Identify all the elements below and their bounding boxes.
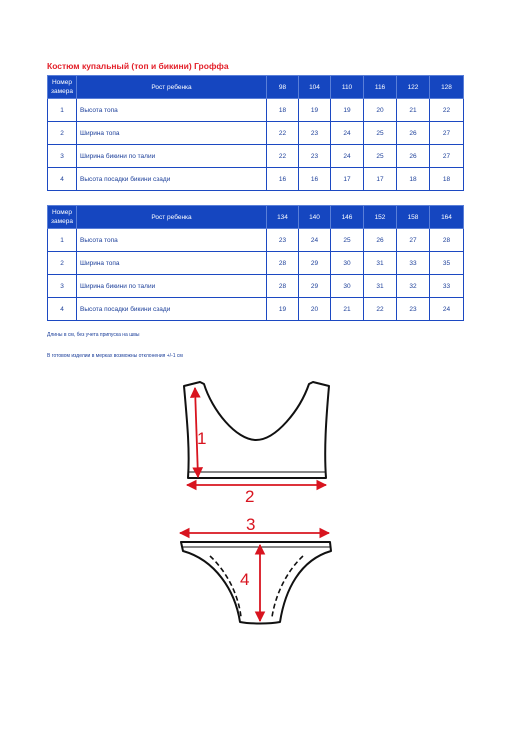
cell-value: 29 bbox=[299, 252, 331, 275]
cell-value: 16 bbox=[299, 168, 331, 191]
cell-value: 23 bbox=[299, 145, 331, 168]
header-parameter: Рост ребенка bbox=[77, 206, 267, 229]
cell-value: 22 bbox=[364, 298, 397, 321]
cell-value: 17 bbox=[331, 168, 364, 191]
cell-value: 27 bbox=[430, 145, 464, 168]
header-size: 116 bbox=[364, 76, 397, 99]
header-size: 134 bbox=[267, 206, 299, 229]
units-note: Длины в см, без учета припуска на швы bbox=[47, 332, 140, 338]
cell-value: 25 bbox=[364, 122, 397, 145]
row-number: 3 bbox=[48, 145, 77, 168]
page-title: Костюм купальный (топ и бикини) Гроффа bbox=[47, 61, 229, 71]
row-number: 2 bbox=[48, 122, 77, 145]
cell-value: 28 bbox=[267, 252, 299, 275]
row-number: 3 bbox=[48, 275, 77, 298]
row-name: Высота топа bbox=[77, 229, 267, 252]
bikini-waist-label: 3 bbox=[246, 515, 256, 534]
cell-value: 30 bbox=[331, 275, 364, 298]
header-number: Номер замера bbox=[48, 76, 77, 99]
cell-value: 30 bbox=[331, 252, 364, 275]
cell-value: 22 bbox=[267, 122, 299, 145]
header-size: 104 bbox=[299, 76, 331, 99]
cell-value: 17 bbox=[364, 168, 397, 191]
cell-value: 18 bbox=[430, 168, 464, 191]
cell-value: 31 bbox=[364, 252, 397, 275]
cell-value: 19 bbox=[267, 298, 299, 321]
cell-value: 35 bbox=[430, 252, 464, 275]
top-height-label: 1 bbox=[197, 429, 207, 448]
cell-value: 25 bbox=[364, 145, 397, 168]
cell-value: 29 bbox=[299, 275, 331, 298]
cell-value: 18 bbox=[267, 99, 299, 122]
row-number: 1 bbox=[48, 229, 77, 252]
bikini-right-seam bbox=[272, 556, 303, 617]
bikini-height-label: 4 bbox=[240, 570, 250, 589]
cell-value: 26 bbox=[397, 122, 430, 145]
cell-value: 28 bbox=[430, 229, 464, 252]
header-size: 128 bbox=[430, 76, 464, 99]
cell-value: 22 bbox=[267, 145, 299, 168]
row-number: 2 bbox=[48, 252, 77, 275]
tolerance-note: В готовом изделии в мерках возможны отклонения +/-1 см bbox=[47, 353, 183, 359]
cell-value: 27 bbox=[397, 229, 430, 252]
cell-value: 18 bbox=[397, 168, 430, 191]
header-size: 110 bbox=[331, 76, 364, 99]
cell-value: 23 bbox=[397, 298, 430, 321]
cell-value: 32 bbox=[397, 275, 430, 298]
cell-value: 33 bbox=[397, 252, 430, 275]
cell-value: 23 bbox=[299, 122, 331, 145]
cell-value: 22 bbox=[430, 99, 464, 122]
cell-value: 19 bbox=[331, 99, 364, 122]
header-size: 164 bbox=[430, 206, 464, 229]
header-size: 98 bbox=[267, 76, 299, 99]
header-size: 152 bbox=[364, 206, 397, 229]
cell-value: 23 bbox=[267, 229, 299, 252]
header-size: 122 bbox=[397, 76, 430, 99]
cell-value: 33 bbox=[430, 275, 464, 298]
cell-value: 21 bbox=[397, 99, 430, 122]
cell-value: 20 bbox=[364, 99, 397, 122]
row-number: 1 bbox=[48, 99, 77, 122]
cell-value: 24 bbox=[299, 229, 331, 252]
header-size: 158 bbox=[397, 206, 430, 229]
cell-value: 20 bbox=[299, 298, 331, 321]
cell-value: 28 bbox=[267, 275, 299, 298]
row-number: 4 bbox=[48, 168, 77, 191]
cell-value: 27 bbox=[430, 122, 464, 145]
cell-value: 24 bbox=[331, 145, 364, 168]
cell-value: 16 bbox=[267, 168, 299, 191]
cell-value: 24 bbox=[430, 298, 464, 321]
cell-value: 31 bbox=[364, 275, 397, 298]
row-name: Ширина бикини по талии bbox=[77, 145, 267, 168]
row-name: Высота топа bbox=[77, 99, 267, 122]
header-size: 140 bbox=[299, 206, 331, 229]
row-name: Ширина бикини по талии bbox=[77, 275, 267, 298]
header-size: 146 bbox=[331, 206, 364, 229]
row-name: Высота посадки бикини сзади bbox=[77, 298, 267, 321]
cell-value: 19 bbox=[299, 99, 331, 122]
row-name: Высота посадки бикини сзади bbox=[77, 168, 267, 191]
row-name: Ширина топа bbox=[77, 122, 267, 145]
cell-value: 26 bbox=[364, 229, 397, 252]
header-parameter: Рост ребенка bbox=[77, 76, 267, 99]
top-width-label: 2 bbox=[245, 487, 255, 506]
cell-value: 24 bbox=[331, 122, 364, 145]
bikini-outline bbox=[181, 542, 331, 624]
header-number: Номер замера bbox=[48, 206, 77, 229]
cell-value: 21 bbox=[331, 298, 364, 321]
cell-value: 26 bbox=[397, 145, 430, 168]
row-number: 4 bbox=[48, 298, 77, 321]
cell-value: 25 bbox=[331, 229, 364, 252]
row-name: Ширина топа bbox=[77, 252, 267, 275]
